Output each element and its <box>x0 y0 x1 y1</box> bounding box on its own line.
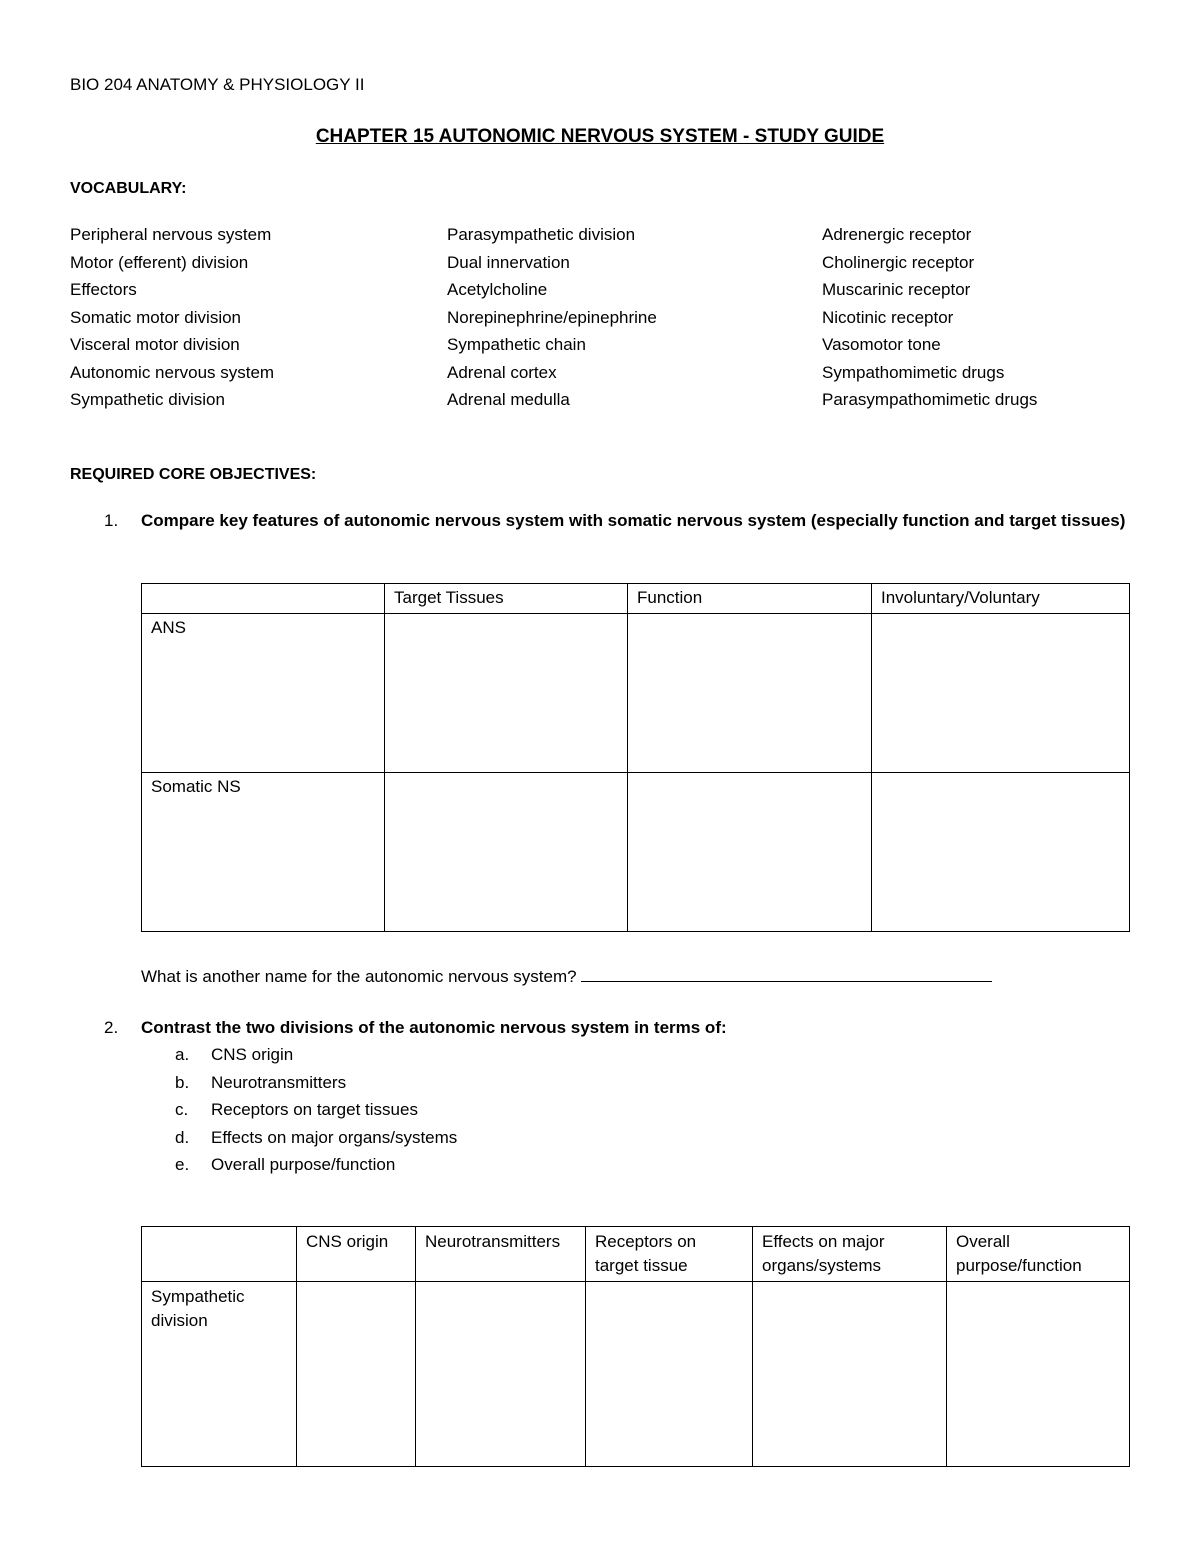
list-item: e. Overall purpose/function <box>175 1155 396 1174</box>
row-label: ANS <box>142 614 385 773</box>
objective-2-sublist <box>175 1043 457 1181</box>
vocab-term: Adrenergic receptor <box>822 225 972 244</box>
table-header-cell: Involuntary/Voluntary <box>872 584 1130 614</box>
table-header-cell: CNS origin <box>297 1227 416 1282</box>
table-header-cell: Effects on major organs/systems <box>753 1227 947 1282</box>
table-header-cell: Target Tissues <box>385 584 628 614</box>
vocab-term: Effectors <box>70 280 137 299</box>
table-header-cell <box>142 584 385 614</box>
objective-text: Contrast the two divisions of the autonomic nervous system in terms of: <box>141 1018 727 1037</box>
vocabulary-label: VOCABULARY: <box>70 180 187 197</box>
vocab-term: Adrenal cortex <box>447 362 557 382</box>
table-header-row <box>142 584 1130 614</box>
objective-2 <box>104 1018 727 1038</box>
answer-cell[interactable] <box>872 773 1130 932</box>
list-item: c. Receptors on target tissues <box>175 1100 418 1119</box>
followup-text: What is another name for the autonomic nervous system? <box>141 967 577 986</box>
table-row <box>142 773 1130 932</box>
vocab-column-3 <box>822 224 1037 417</box>
answer-cell[interactable] <box>297 1282 416 1467</box>
table-row <box>142 614 1130 773</box>
table-header-cell: Overall purpose/function <box>947 1227 1130 1282</box>
answer-cell[interactable] <box>416 1282 586 1467</box>
vocab-term: Muscarinic receptor <box>822 280 971 299</box>
course-header: BIO 204 ANATOMY & PHYSIOLOGY II <box>70 75 365 94</box>
answer-cell[interactable] <box>753 1282 947 1467</box>
objective-number: 1. <box>104 511 119 530</box>
answer-cell[interactable] <box>586 1282 753 1467</box>
vocab-term: Sympathetic chain <box>447 335 586 354</box>
answer-cell[interactable] <box>872 614 1130 773</box>
vocab-term: Nicotinic receptor <box>822 307 954 327</box>
vocab-term: Cholinergic receptor <box>822 252 975 272</box>
objective-1 <box>104 511 1125 531</box>
table-header-cell <box>142 1227 297 1282</box>
answer-cell[interactable] <box>628 614 872 773</box>
ans-somatic-comparison-table <box>141 583 1130 932</box>
list-item: b. Neurotransmitters <box>175 1072 347 1092</box>
list-item: d. Effects on major organs/systems <box>175 1127 458 1147</box>
vocab-term: Visceral motor division <box>70 335 240 354</box>
answer-cell[interactable] <box>385 614 628 773</box>
answer-blank[interactable] <box>581 963 992 982</box>
followup-question <box>141 963 992 987</box>
vocab-term: Sympathetic division <box>70 390 225 409</box>
answer-cell[interactable] <box>385 773 628 932</box>
objective-number: 2. <box>104 1018 119 1037</box>
vocab-term: Somatic motor division <box>70 307 242 327</box>
vocab-term: Norepinephrine/epinephrine <box>447 307 657 327</box>
vocab-term: Autonomic nervous system <box>70 362 275 382</box>
objectives-label: REQUIRED CORE OBJECTIVES: <box>70 466 317 483</box>
vocab-term: Sympathomimetic drugs <box>822 362 1005 382</box>
vocab-term: Dual innervation <box>447 252 570 272</box>
row-label: Sympathetic division <box>142 1282 297 1467</box>
vocab-term: Acetylcholine <box>447 280 548 299</box>
table-header-cell: Function <box>628 584 872 614</box>
answer-cell[interactable] <box>947 1282 1130 1467</box>
page-title: CHAPTER 15 AUTONOMIC NERVOUS SYSTEM - STUDY GUIDE <box>315 126 885 147</box>
vocab-term: Parasympathomimetic drugs <box>822 390 1038 409</box>
list-item: a. CNS origin <box>175 1045 294 1064</box>
vocab-term: Adrenal medulla <box>447 390 570 409</box>
vocab-column-1 <box>70 224 274 417</box>
ans-divisions-contrast-table <box>141 1226 1130 1467</box>
objective-text: Compare key features of autonomic nervous system with somatic nervous system (especially function and target tissues) <box>141 511 1126 530</box>
vocab-column-2 <box>447 224 657 417</box>
vocab-term: Parasympathetic division <box>447 225 636 244</box>
table-header-row <box>142 1227 1130 1282</box>
table-header-cell: Neurotransmitters <box>416 1227 586 1282</box>
vocab-term: Motor (efferent) division <box>70 252 249 272</box>
vocab-term: Peripheral nervous system <box>70 225 272 244</box>
table-row <box>142 1282 1130 1467</box>
vocab-term: Vasomotor tone <box>822 335 941 354</box>
answer-cell[interactable] <box>628 773 872 932</box>
table-header-cell: Receptors on target tissue <box>586 1227 753 1282</box>
row-label: Somatic NS <box>142 773 385 932</box>
